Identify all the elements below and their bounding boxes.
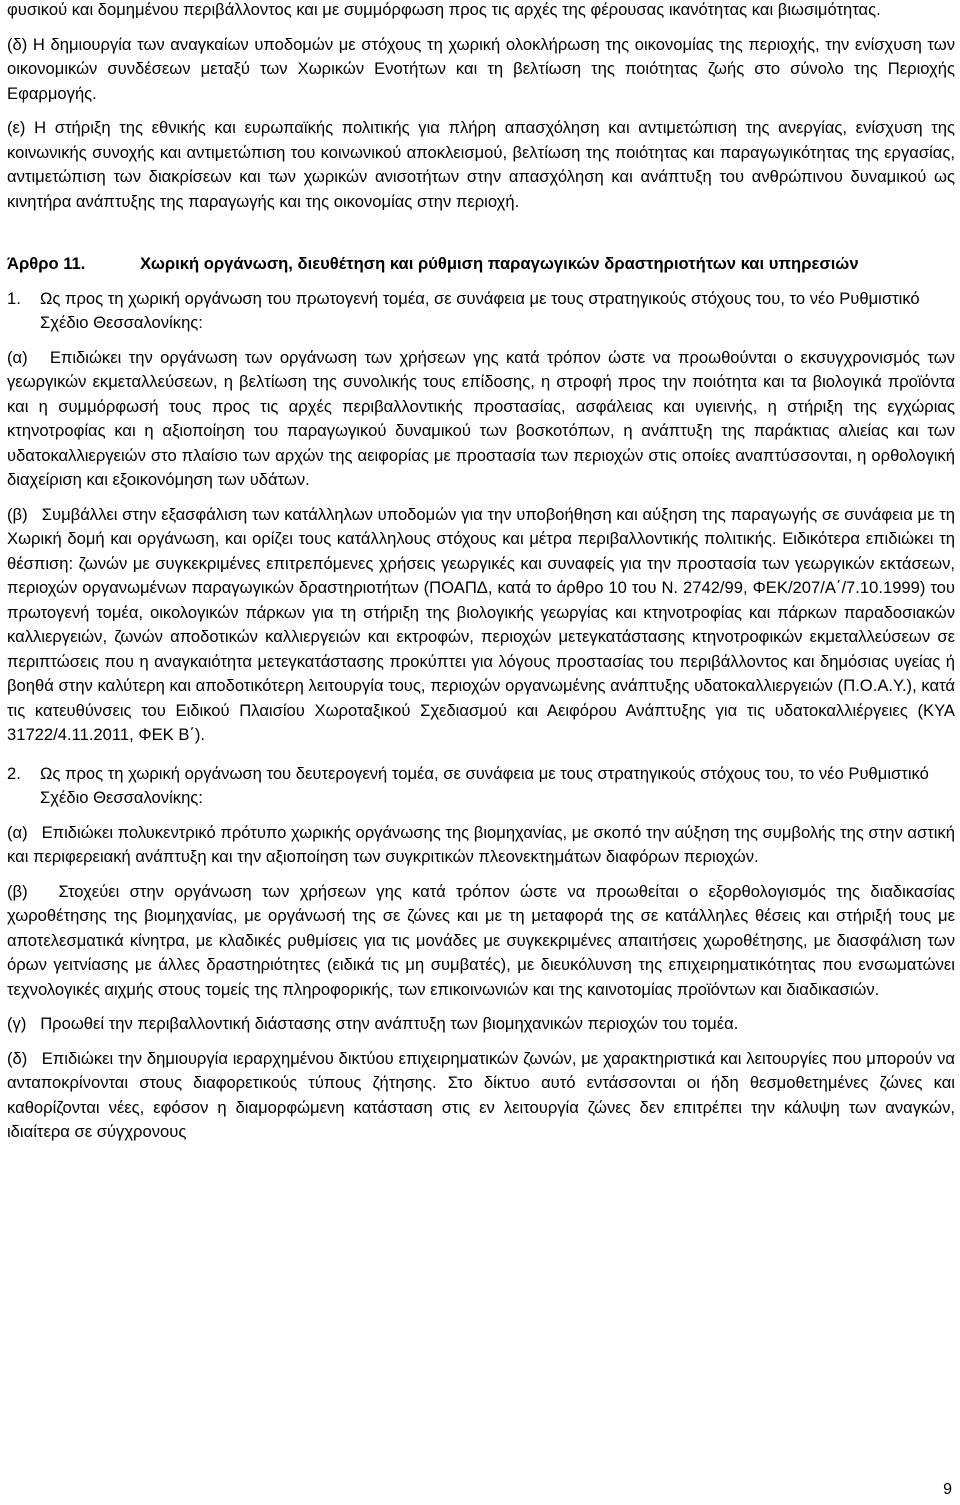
item-2-c-text: Προωθεί την περιβαλλοντική διάστασης στην ανάπτυξη των βιομηχανικών περιοχών του τομέα. xyxy=(40,1014,739,1033)
item-1-text: Ως προς τη χωρική οργάνωση του πρωτογενή τομέα, σε συνάφεια με τους στρατηγικούς στόχους του, το νέο Ρυθμιστικό Σχέδιο Θεσσαλονίκης: xyxy=(40,288,920,332)
item-1-number: 1. xyxy=(7,288,21,308)
page-number: 9 xyxy=(943,1481,952,1498)
item-1-a-label: (α) xyxy=(7,347,28,367)
item-1-a-text: Επιδιώκει την οργάνωση των οργάνωση των χρήσεων γης κατά τρόπον ώστε να προωθούνται ο εκσυγχρονισμός των γεωργικών εκμεταλλεύσεων, η βελτίωση της συνολικής τους επίδοσης, η στροφή προς την ποιότητα και τα βιολογικά προϊόντα και η συμμόρφωσή τους προς τις αρχές περιβαλλοντικής προστασίας, ασφάλειας και υγιεινής, η στήριξη της εγχώριας κτηνοτροφίας και η αξιοποίηση του παραγωγικού δυναμικού των βοσκοτόπων, η ανάπτυξη της παράκτιας αλιείας και των υδατοκαλλιεργειών στο πλαίσιο των αρχών της αειφορίας με προστασία των περιοχών στις οποίες αναπτύσσονται, η ορθολογική διαχείριση και εξοικονόμηση των υδάτων. xyxy=(7,347,955,489)
item-2-number: 2. xyxy=(7,763,21,783)
paragraph-d-text: Η δημιουργία των αναγκαίων υποδομών με στόχους τη χωρική ολοκλήρωση της οικονομίας της περιοχής, την ενίσχυση των οικονομικών συνδέσεων μεταξύ των Χωρικών Ενοτήτων και τη βελτίωση της ποιότητας ζωής στο σύνολο της Περιοχής Εφαρμογής. xyxy=(7,34,955,103)
paragraph-d xyxy=(7,33,955,107)
item-2-text: Ως προς τη χωρική οργάνωση του δευτερογενή τομέα, σε συνάφεια με τους στρατηγικούς στόχους του, το νέο Ρυθμιστικό Σχέδιο Θεσσαλονίκης: xyxy=(40,763,929,807)
article-title: Χωρική οργάνωση, διευθέτηση και ρύθμιση παραγωγικών δραστηριοτήτων και υπηρεσιών xyxy=(140,254,859,273)
item-1-a xyxy=(7,346,955,493)
paragraph-d-label: (δ) xyxy=(7,34,28,54)
item-2-c xyxy=(7,1012,955,1037)
item-2 xyxy=(7,762,955,811)
item-2-a-text: Επιδιώκει πολυκεντρικό πρότυπο χωρικής οργάνωσης της βιομηχανίας, με σκοπό την αύξηση της συμβολής της στην αστική και περιφερειακή ανάπτυξη και την αξιοποίηση των συγκριτικών πλεονεκτημάτων διαφόρων περιοχών. xyxy=(7,822,955,866)
item-2-b-label: (β) xyxy=(7,881,28,901)
item-2-a xyxy=(7,821,955,870)
item-2-b xyxy=(7,880,955,1003)
paragraph-e-text: Η στήριξη της εθνικής και ευρωπαϊκής πολιτικής για πλήρη απασχόληση και αντιμετώπιση της ανεργίας, ενίσχυση της κοινωνικής συνοχής και αντιμετώπιση του κοινωνικού αποκλεισμού, βελτίωση της ποιότητας και παραγωγικότητας της εργασίας, αντιμετώπιση των διακρίσεων και των χωρικών ανισοτήτων στην απασχόληση και ανάπτυξη του ανθρώπινου δυναμικού ως κινητήρα ανάπτυξης της παραγωγής και της οικονομίας στην περιοχή. xyxy=(7,118,955,211)
document-page xyxy=(7,0,955,1145)
item-2-b-text: Στοχεύει στην οργάνωση των χρήσεων γης κατά τρόπον ώστε να προωθείται ο εξορθολογισμός της διαδικασίας χωροθέτησης της βιομηχανίας, με οργάνωσή της σε ζώνες και με τη μεταφορά της σε κατάλληλες θέσεις και στήριξή τους με αποτελεσματικά κίνητρα, με κλαδικές ρυθμίσεις για τις μονάδες με συγκεκριμένες απαιτήσεις χωροθέτησης, με διασφάλιση των όρων γειτνίασης με άλλες δραστηριότητες (ειδικά τις μη συμβατές), με διευκόλυνση της επιχειρηματικότητας που ενσωματώνει τεχνολογικές αιχμής στους τομείς της πληροφορικής, των επικοινωνιών και της καινοτομίας προϊόντων και διαδικασιών. xyxy=(7,881,955,999)
item-2-c-label: (γ) xyxy=(7,1014,27,1033)
item-2-d-text: Επιδιώκει την δημιουργία ιεραρχημένου δικτύου επιχειρηματικών ζωνών, με χαρακτηριστικά και λειτουργίες που μπορούν να ανταποκρίνονται στους διαφορετικούς τύπους ζήτησης. Στο δίκτυο αυτό εντάσσονται οι ήδη θεσμοθετημένες ζώνες και καθορίζονται νέες, εφόσον η διαμορφώμενη κατάσταση στις εν λειτουργία ζώνες δεν επιτρέπει την κάλυψη των αναγκών, ιδιαίτερα σε σύγχρονους xyxy=(7,1048,955,1141)
item-2-d-label: (δ) xyxy=(7,1048,28,1068)
article-number: Άρθρο 11. xyxy=(7,254,86,273)
article-heading xyxy=(7,252,955,277)
paragraph-e-label: (ε) xyxy=(7,118,26,137)
item-1-b xyxy=(7,503,955,748)
item-1 xyxy=(7,287,955,336)
item-2-d xyxy=(7,1047,955,1145)
continuation-text: φυσικού και δομημένου περιβάλλοντος και με συμμόρφωση προς τις αρχές της φέρουσας ικανότητας και βιωσιμότητας. xyxy=(7,0,881,19)
item-2-a-label: (α) xyxy=(7,822,28,842)
item-1-b-text: Συμβάλλει στην εξασφάλιση των κατάλληλων υποδομών για την υποβοήθηση και αύξηση της παραγωγής σε συνάφεια με τη Χωρική δομή και οργάνωση, και ορίζει τους κατάλληλους στόχους και μέτρα περιβαλλοντικής πολιτικής. Ειδικότερα επιδιώκει τη θέσπιση: ζωνών με συγκεκριμένες επιτρεπόμενες χρήσεις γεωργικές και συναφείς για την προστασία των γεωργικών εκτάσεων, περιοχών οργανωμένων παραγωγικών δραστηριοτήτων (ΠΟΑΠΔ, κατά το άρθρο 10 του Ν. 2742/99, ΦΕΚ/207/Α΄/7.10.1999) του πρωτογενή τομέα, οικολογικών πάρκων για τη στήριξη της βιολογικής γεωργίας και κτηνοτροφίας και πάρκων παραδοσιακών καλλιεργειών, ζωνών αποδοτικών καλλιεργειών και εκτροφών, περιοχών μετεγκατάστασης κτηνοτροφικών εκμεταλλεύσεων σε περιπτώσεις που η αναγκαιότητα μετεγκατάστασης προκύπτει για λόγους προστασίας του περιβάλλοντος και δημόσιας υγείας ή βοηθά στην καλύτερη και αποδοτικότερη λειτουργία τους, περιοχών οργανωμένης ανάπτυξης υδατοκαλλιεργειών (Π.Ο.Α.Υ.), κατά τις κατευθύνσεις του Ειδικού Πλαισίου Χωροταξικού Σχεδιασμού και Αειφόρου Ανάπτυξης για τις υδατοκαλλιέργειες (ΚΥΑ 31722/4.11.2011, ΦΕΚ Β΄). xyxy=(7,504,955,744)
item-1-b-label: (β) xyxy=(7,504,28,524)
paragraph-e xyxy=(7,116,955,214)
